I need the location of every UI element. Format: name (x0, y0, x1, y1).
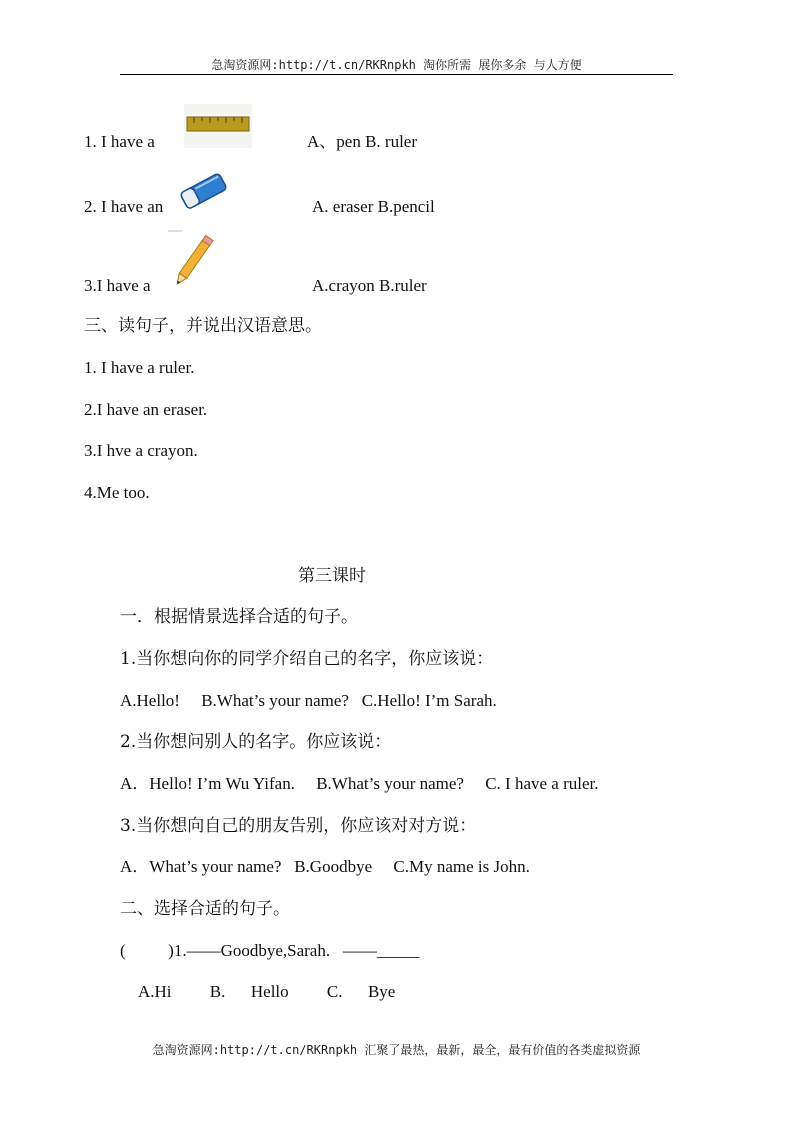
lesson3-title: 第三课时 (298, 566, 366, 586)
picture-options-1: A、pen B. ruler (307, 132, 418, 151)
section3-item-1: 1. I have a ruler. (84, 358, 195, 377)
part2-q1: ( )1.——Goodbye,Sarah. ——_____ (120, 941, 420, 960)
section3-title: 三、读句子，并说出汉语意思。 (84, 316, 322, 336)
picture-options-2: A. eraser B.pencil (312, 197, 435, 216)
page-header: 急淘资源网:http://t.cn/RKRnpkh 淘你所需 展你多余 与人方便 (120, 56, 673, 75)
part2-q1-options: A.Hi B. Hello C. Bye (138, 982, 396, 1001)
part1-title: 一．根据情景选择合适的句子。 (120, 607, 358, 627)
part1-q2-options: A．Hello! I’m Wu Yifan. B.What’s your name? C. I have a ruler. (120, 774, 599, 793)
section3-item-4: 4.Me too. (84, 483, 150, 502)
picture-options-3: A.crayon B.ruler (312, 276, 427, 295)
pencil-image (166, 228, 226, 286)
part2-title: 二、选择合适的句子。 (120, 899, 290, 919)
picture-question-3: 3.I have a (84, 276, 151, 295)
ruler-image (184, 104, 252, 148)
part1-q2: 2.当你想问别人的名字。你应该说： (120, 732, 392, 752)
page-footer: 急淘资源网:http://t.cn/RKRnpkh 汇聚了最热，最新，最全，最有价值的各类虚拟资源 (152, 1043, 641, 1057)
picture-question-1: 1. I have a (84, 132, 155, 151)
part1-q3-options: A．What’s your name? B.Goodbye C.My name is John. (120, 857, 530, 876)
part1-q1-options: A.Hello! B.What’s your name? C.Hello! I’m Sarah. (120, 691, 497, 710)
section3-item-3: 3.I hve a crayon. (84, 441, 198, 460)
eraser-image (178, 170, 230, 210)
part1-q3: 3.当你想向自己的朋友告别，你应该对对方说： (120, 816, 477, 836)
section3-item-2: 2.I have an eraser. (84, 400, 208, 419)
part1-q1: 1.当你想向你的同学介绍自己的名字，你应该说： (120, 649, 494, 669)
picture-question-2: 2. I have an (84, 197, 164, 216)
